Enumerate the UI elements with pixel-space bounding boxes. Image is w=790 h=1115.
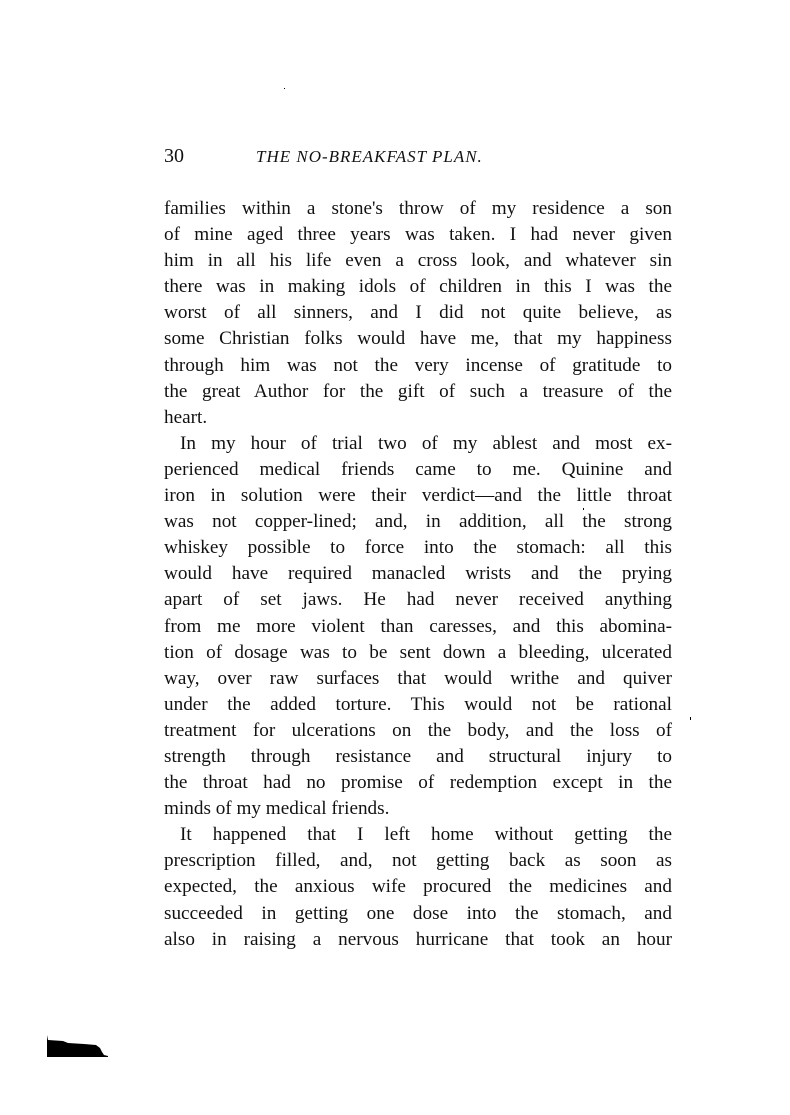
- text-line: expected, the anxious wife procured the medicines and: [164, 876, 672, 898]
- body-text: [164, 196, 672, 953]
- text-line: heart.: [164, 406, 208, 428]
- text-line: worst of all sinners, and I did not quite believe, as: [164, 302, 672, 324]
- running-title: THE NO-BREAKFAST PLAN.: [256, 147, 483, 166]
- running-header: [164, 145, 674, 171]
- text-line: would have required manacled wrists and the prying: [164, 563, 672, 585]
- text-line: was not copper-lined; and, in addition, all the strong: [164, 511, 672, 533]
- scan-speck: [690, 717, 691, 720]
- text-line: through him was not the very incense of gratitude to: [164, 354, 672, 376]
- page-edge-mark: [46, 1035, 108, 1059]
- text-line: the throat had no promise of redemption except in the: [164, 772, 672, 794]
- text-line: there was in making idols of children in this I was the: [164, 276, 672, 298]
- page-number: 30: [164, 145, 184, 167]
- text-line: of mine aged three years was taken. I had never given: [164, 224, 672, 246]
- text-line: way, over raw surfaces that would writhe and quiver: [164, 667, 672, 689]
- text-line: under the added torture. This would not be rational: [164, 693, 672, 715]
- text-line: some Christian folks would have me, that my happiness: [164, 328, 672, 350]
- text-line: It happened that I left home without getting the: [180, 824, 672, 846]
- scan-speck: [284, 88, 285, 89]
- text-line: prescription filled, and, not getting back as soon as: [164, 850, 672, 872]
- text-line: iron in solution were their verdict—and the little throat: [164, 485, 672, 507]
- text-line: In my hour of trial two of my ablest and most ex-: [180, 432, 672, 454]
- text-line: succeeded in getting one dose into the stomach, and: [164, 902, 672, 924]
- text-line: him in all his life even a cross look, and whatever sin: [164, 250, 672, 272]
- text-line: whiskey possible to force into the stomach: all this: [164, 537, 672, 559]
- text-line: treatment for ulcerations on the body, and the loss of: [164, 719, 672, 741]
- text-line: tion of dosage was to be sent down a bleeding, ulcerated: [164, 641, 672, 663]
- text-line: from me more violent than caresses, and this abomina-: [164, 615, 672, 637]
- text-line: strength through resistance and structural injury to: [164, 745, 672, 767]
- text-line: the great Author for the gift of such a treasure of the: [164, 380, 672, 402]
- text-line: minds of my medical friends.: [164, 798, 390, 820]
- text-line: also in raising a nervous hurricane that took an hour: [164, 928, 672, 950]
- text-line: families within a stone's throw of my residence a son: [164, 198, 672, 219]
- scan-speck: [583, 508, 584, 510]
- text-line: perienced medical friends came to me. Quinine and: [164, 458, 672, 480]
- text-line: apart of set jaws. He had never received anything: [164, 589, 672, 611]
